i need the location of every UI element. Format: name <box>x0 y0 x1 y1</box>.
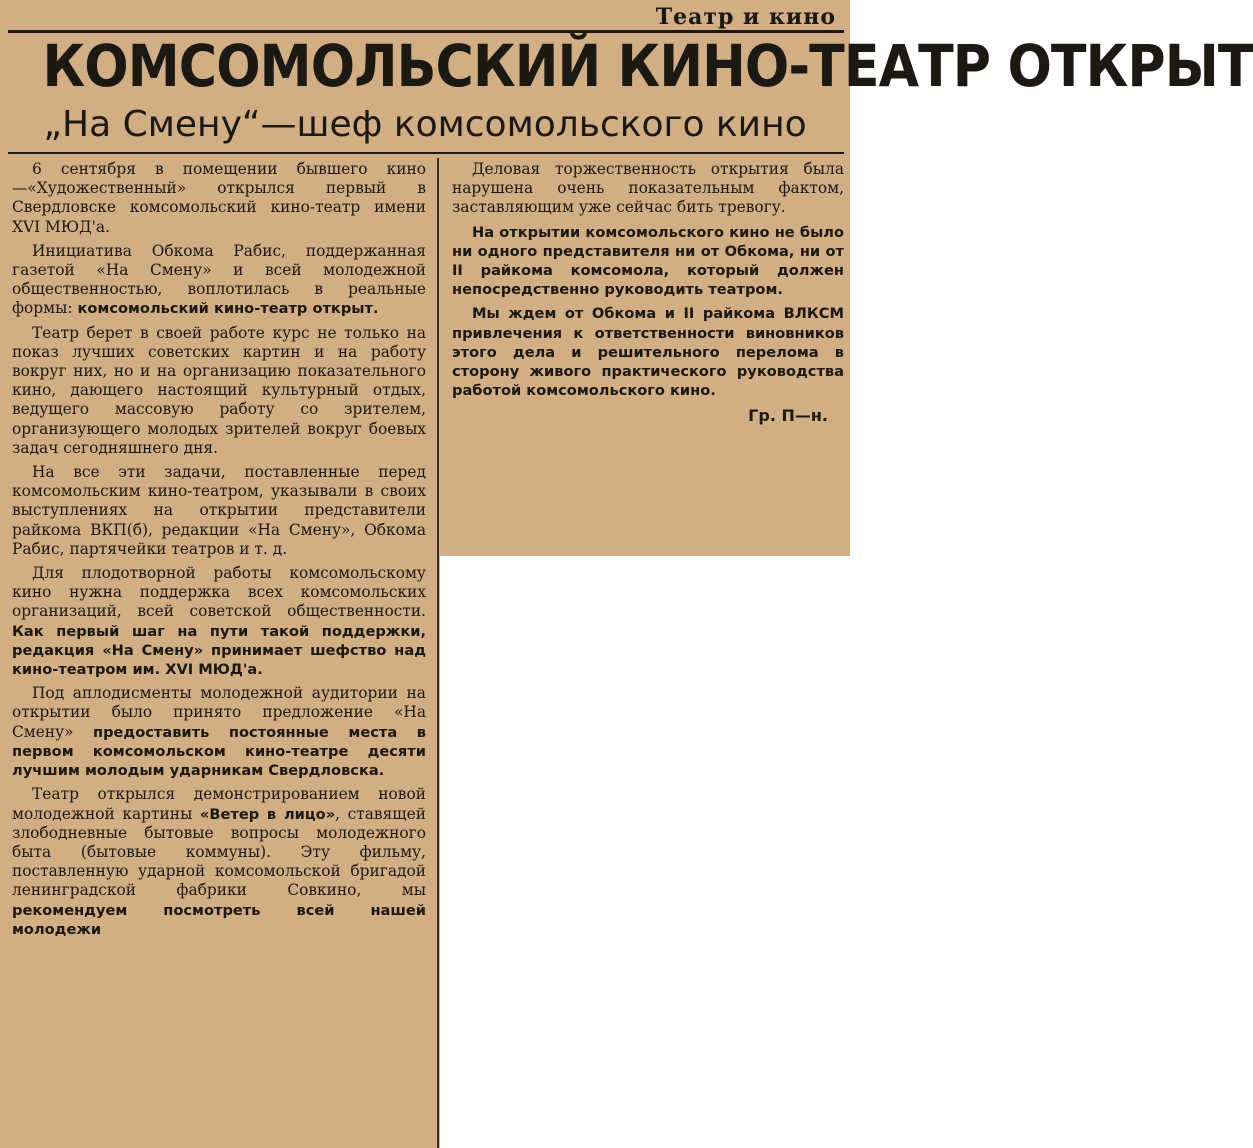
paragraph-text: Театр открылся демонстрированием новой молодежной картины <box>12 785 426 823</box>
headline: КОМСОМОЛЬСКИЙ КИНО-ТЕАТР ОТКРЫТ <box>42 32 1253 100</box>
column-divider <box>437 158 439 1148</box>
paragraph-text: Инициатива Обкома Рабис, поддержанная газетой «На Смену» и всей молодежной общественностью, воплотилась в реальные формы: <box>12 241 426 318</box>
paragraph <box>12 684 426 780</box>
headline-rule <box>8 152 844 154</box>
author-signature: Гр. П—н. <box>748 406 828 426</box>
paragraph <box>12 242 426 319</box>
paragraph: На открытии комсомольского кино не было ни одного представителя ни от Обкома, ни от II райкома комсомола, который должен непосредственно руководить театром. <box>452 223 844 299</box>
paragraph-bold-text: Как первый шаг на пути такой поддержки, редакция «На Смену» принимает шефство над кино-театром им. XVI МЮД'а. <box>12 622 426 679</box>
paragraph: Мы ждем от Обкома и II райкома ВЛКСМ привлечения к ответственности виновников этого дела и решительного перелома в сторону живого практического руководства работой комсомольского кино. <box>452 305 844 400</box>
paragraph-text: Для плодотворной работы комсомольскому кино нужна поддержка всех комсомольских организаций, всей советской общественности. <box>12 564 426 621</box>
paragraph-bold-text: комсомольский кино-театр открыт. <box>77 300 379 318</box>
paragraph: 6 сентября в помещении бывшего кино—«Художественный» открылся первый в Свердловске комсомольский кино-театр имени XVI МЮД'а. <box>12 160 426 236</box>
section-rubric: Театр и кино <box>652 4 840 32</box>
paragraph-text: , ставящей злободневные бытовые вопросы молодежного быта (бытовые коммуны). Эту фильму, поставленную ударной комсомольской бригадой ленинградской фабрики Совкино, мы <box>12 804 426 900</box>
subheadline: „На Смену“—шеф комсомольского кино <box>43 104 807 145</box>
article-column-right <box>452 160 844 427</box>
paragraph: Деловая торжественность открытия была нарушена очень показательным фактом, заставляющим уже сейчас бить тревогу. <box>452 160 844 217</box>
paragraph-text: Под аплодисменты молодежной аудитории на открытии было принято предложение «На Смену» <box>12 684 426 741</box>
article-column-left <box>12 160 426 944</box>
paragraph-bold-text: рекомендуем посмотреть всей нашей молодежи <box>12 901 426 938</box>
paragraph-bold-text: «Ветер в лицо» <box>199 805 336 823</box>
paragraph: На все эти задачи, поставленные перед комсомольским кино-театром, указывали в своих выступлениях на открытии представители райкома ВКП(б), редакции «На Смену», Обкома Рабис, партячейки театров и т. д. <box>12 463 426 558</box>
paragraph-bold-text: предоставить постоянные места в первом комсомольском кино-театре десяти лучшим молодым ударникам Свердловска. <box>12 723 427 780</box>
paragraph: Театр берет в своей работе курс не только на показ лучших советских картин и на работу вокруг них, но и на организацию показательного кино, дающего настоящий культурный отдых, ведущего массовую работу со зрителем, организующего молодых зрителей вокруг боевых задач сегодняшнего дня. <box>12 323 426 457</box>
paragraph <box>12 564 426 679</box>
paragraph <box>12 785 426 939</box>
